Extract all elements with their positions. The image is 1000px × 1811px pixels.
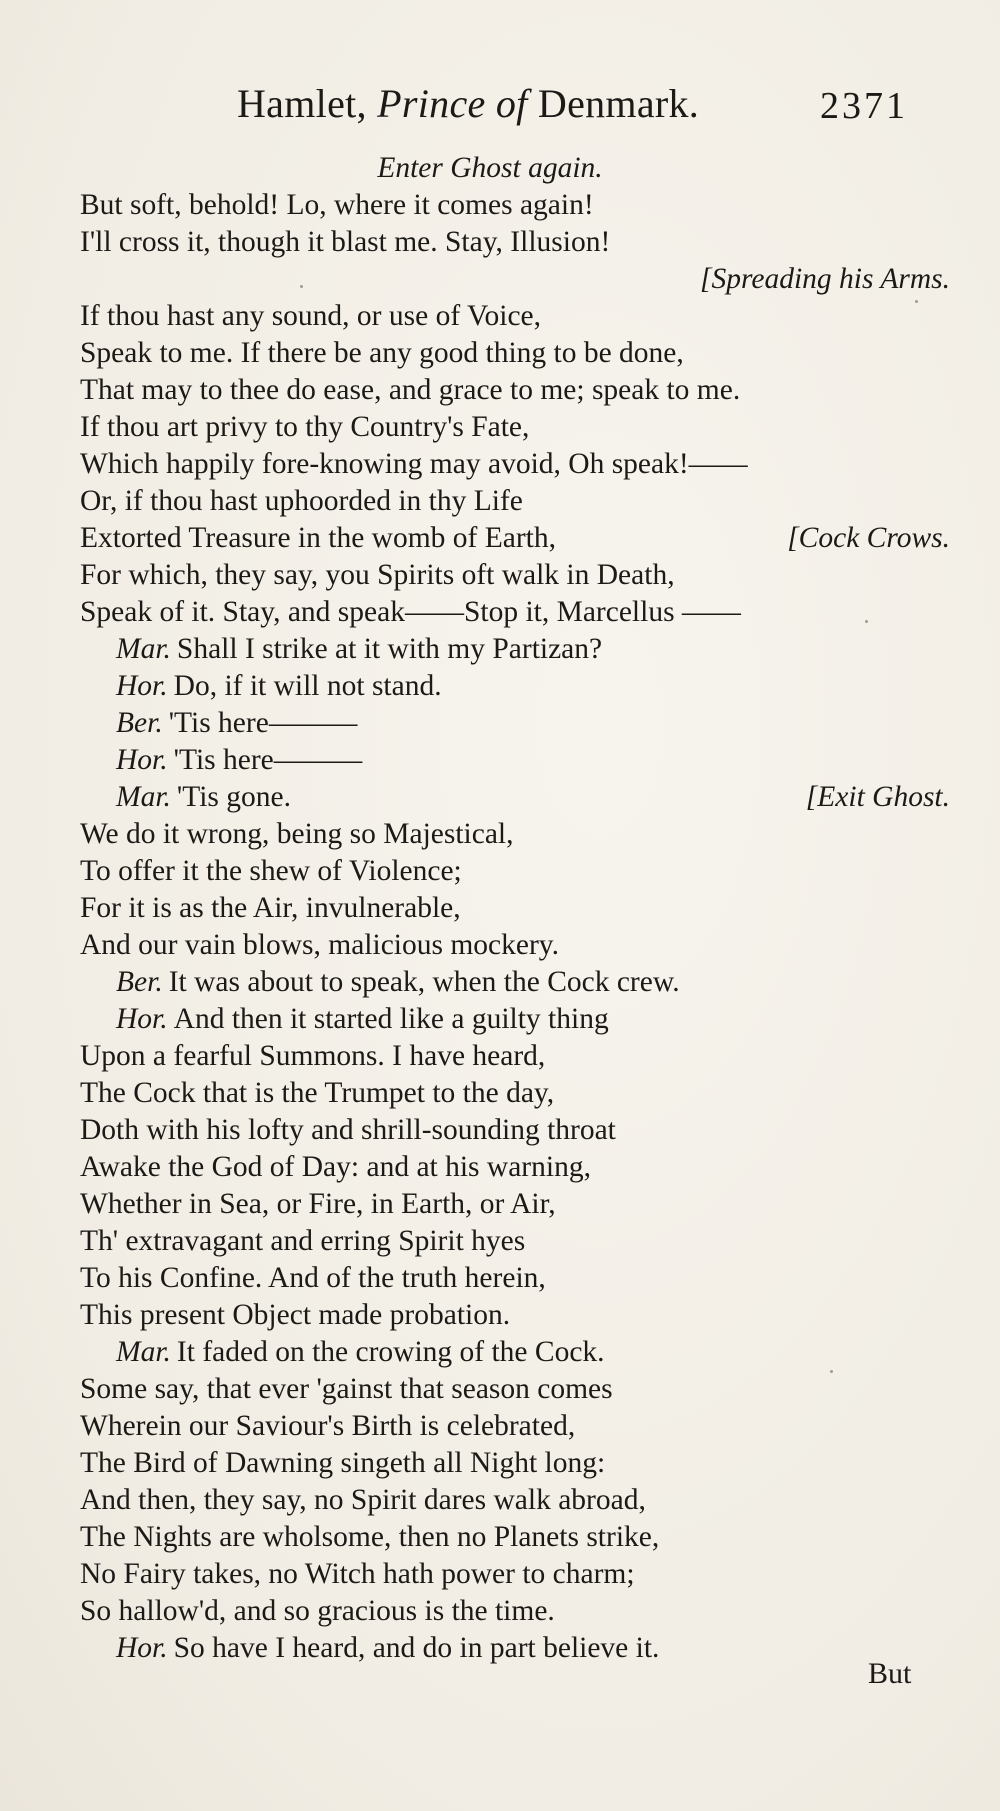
line-text: Do, if it will not stand.: [173, 670, 442, 702]
verse-line: [80, 853, 950, 890]
stage-direction: [Cock Crows.: [787, 522, 950, 554]
line-text: The Bird of Dawning singeth all Night long:: [80, 1447, 606, 1479]
line-text: I'll cross it, though it blast me. Stay, Illusion!: [80, 226, 611, 258]
line-text: Speak of it. Stay, and speak——Stop it, Marcellus ——: [80, 596, 741, 628]
line-text: To his Confine. And of the truth herein,: [80, 1262, 546, 1294]
verse-line: [80, 1445, 950, 1482]
line-text: Speak to me. If there be any good thing to be done,: [80, 337, 684, 369]
line-text: It faded on the crowing of the Cock.: [176, 1336, 605, 1368]
line-text: But soft, behold! Lo, where it comes again!: [80, 189, 594, 221]
speech-line: [80, 1334, 950, 1371]
speaker-name: Hor.: [116, 670, 168, 702]
line-text: The Cock that is the Trumpet to the day,: [80, 1077, 555, 1109]
speaker-name: Hor.: [116, 1003, 168, 1035]
verse-line: [80, 1371, 950, 1408]
line-text: So hallow'd, and so gracious is the time.: [80, 1595, 555, 1627]
verse-line: [80, 1519, 950, 1556]
speaker-name: Ber.: [116, 707, 163, 739]
speech-line: [80, 1630, 950, 1667]
verse-line: [80, 557, 950, 594]
verse-line: [80, 1297, 950, 1334]
line-text: Wherein our Saviour's Birth is celebrated,: [80, 1410, 576, 1442]
line-text: That may to thee do ease, and grace to me; speak to me.: [80, 374, 741, 406]
speaker-name: Hor.: [116, 744, 168, 776]
line-text: Upon a fearful Summons. I have heard,: [80, 1040, 546, 1072]
line-text: Or, if thou hast uphoorded in thy Life: [80, 485, 523, 517]
speaker-name: Mar.: [116, 1336, 171, 1368]
verse-line: [80, 409, 950, 446]
line-text: For it is as the Air, invulnerable,: [80, 892, 461, 924]
speaker-name: Mar.: [116, 633, 171, 665]
verse-line: [80, 298, 950, 335]
direction-line: [80, 261, 950, 298]
line-text: No Fairy takes, no Witch hath power to charm;: [80, 1558, 635, 1590]
line-text: 'Tis gone.: [176, 781, 291, 813]
speech-line: [80, 742, 950, 779]
line-text: For which, they say, you Spirits oft walk in Death,: [80, 559, 675, 591]
page-number: 2371: [820, 85, 908, 127]
running-head: [237, 80, 699, 127]
paper-speck: [300, 285, 303, 288]
line-text: Awake the God of Day: and at his warning,: [80, 1151, 591, 1183]
line-text: The Nights are wholsome, then no Planets strike,: [80, 1521, 660, 1553]
line-text: This present Object made probation.: [80, 1299, 511, 1331]
verse-line: [80, 372, 950, 409]
verse-line: [80, 1112, 950, 1149]
line-text: Whether in Sea, or Fire, in Earth, or Air,: [80, 1188, 556, 1220]
paper-speck: [915, 300, 918, 303]
catchword: But: [868, 1657, 912, 1690]
page-header: [0, 80, 1000, 140]
speaker-name: Mar.: [116, 781, 171, 813]
verse-line: [80, 816, 950, 853]
line-text: Doth with his lofty and shrill-sounding throat: [80, 1114, 616, 1146]
verse-line: [80, 1482, 950, 1519]
verse-line: [80, 1223, 950, 1260]
verse-line: [80, 1186, 950, 1223]
running-head-country: Denmark.: [527, 81, 700, 126]
line-text: We do it wrong, being so Majestical,: [80, 818, 514, 850]
line-text: Shall I strike at it with my Partizan?: [176, 633, 603, 665]
verse-line: [80, 224, 950, 261]
stage-direction: [Spreading his Arms.: [700, 263, 950, 295]
verse-line: [80, 1408, 950, 1445]
verse-line: [80, 1038, 950, 1075]
line-text: Extorted Treasure in the womb of Earth,: [80, 522, 557, 554]
verse-line: [80, 1149, 950, 1186]
line-text: Th' extravagant and erring Spirit hyes: [80, 1225, 526, 1257]
line-text: Some say, that ever 'gainst that season comes: [80, 1373, 613, 1405]
verse-line: [80, 446, 950, 483]
line-text: And our vain blows, malicious mockery.: [80, 929, 560, 961]
line-text: To offer it the shew of Violence;: [80, 855, 462, 887]
paper-speck: [830, 1370, 833, 1373]
line-text: 'Tis here———: [173, 744, 363, 776]
verse-line: [80, 520, 950, 557]
running-head-subtitle: Prince of: [377, 81, 528, 126]
verse-line: [80, 890, 950, 927]
paper-speck: [865, 620, 868, 623]
line-text: If thou art privy to thy Country's Fate,: [80, 411, 530, 443]
speech-line: [80, 705, 950, 742]
speech-line: [80, 631, 950, 668]
speaker-name: Ber.: [116, 966, 163, 998]
line-text: If thou hast any sound, or use of Voice,: [80, 300, 542, 332]
verse-line: [80, 1593, 950, 1630]
speech-line: [80, 668, 950, 705]
stage-direction-entry: Enter Ghost again.: [377, 152, 603, 184]
verse-line: [80, 927, 950, 964]
play-text: [80, 150, 950, 1667]
verse-line: [80, 594, 950, 631]
line-text: And then, they say, no Spirit dares walk abroad,: [80, 1484, 646, 1516]
speech-line: [80, 779, 950, 816]
verse-line: [80, 187, 950, 224]
verse-line: [80, 1075, 950, 1112]
line-text: And then it started like a guilty thing: [173, 1003, 609, 1035]
line-text: Which happily fore-knowing may avoid, Oh speak!——: [80, 448, 748, 480]
verse-line: [80, 335, 950, 372]
verse-line: [80, 1556, 950, 1593]
line-text: 'Tis here———: [168, 707, 358, 739]
running-head-title: Hamlet,: [237, 81, 378, 126]
verse-line: [80, 1260, 950, 1297]
speaker-name: Hor.: [116, 1632, 168, 1664]
line-text: It was about to speak, when the Cock crew.: [168, 966, 680, 998]
verse-line: [80, 483, 950, 520]
speech-line: [80, 1001, 950, 1038]
stage-direction: [Exit Ghost.: [805, 781, 950, 813]
line-text: So have I heard, and do in part believe it.: [173, 1632, 660, 1664]
speech-line: [80, 964, 950, 1001]
